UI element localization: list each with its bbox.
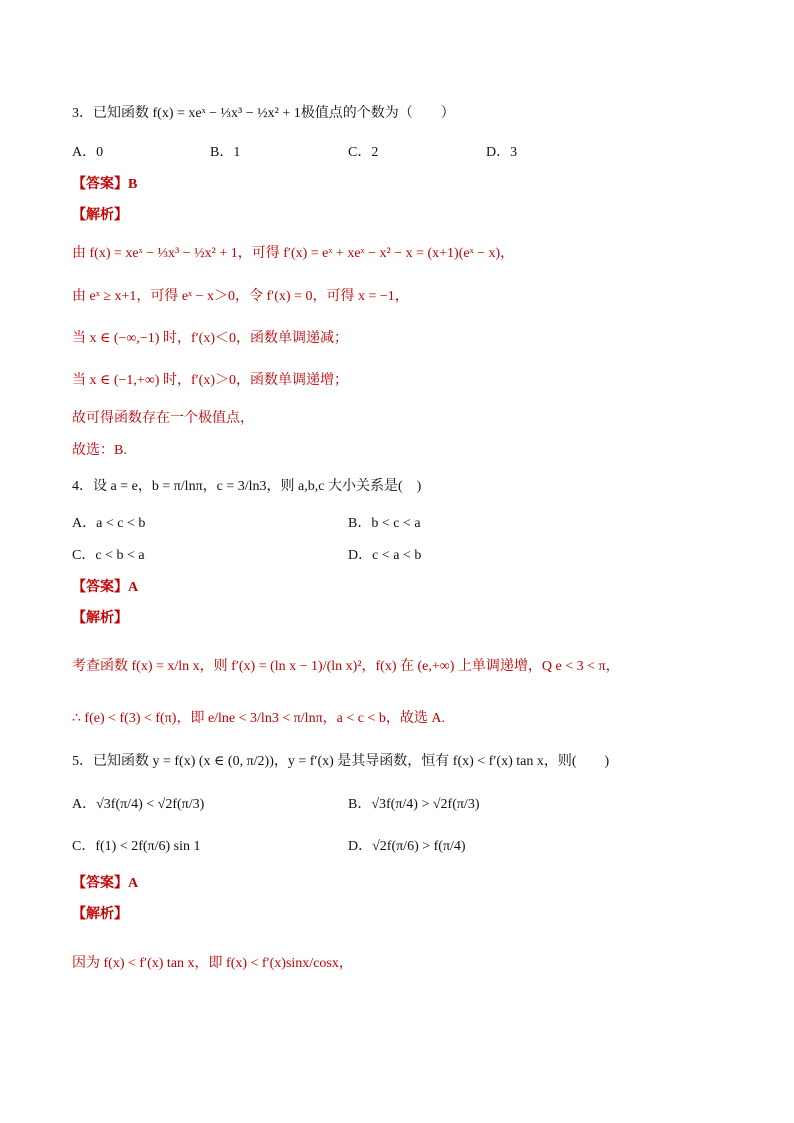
q3-option-a: A．0 bbox=[72, 145, 104, 160]
q4-option-c: C．c < b < a bbox=[72, 548, 145, 563]
q5-analysis-label: 【解析】 bbox=[72, 907, 128, 922]
q3-answer bbox=[72, 175, 137, 195]
q5-answer bbox=[72, 874, 138, 894]
q3-step-2: 由 eˣ ≥ x+1，可得 eˣ − x＞0，令 f′(x) = 0，可得 x = −1， bbox=[72, 289, 409, 304]
answer-label: 【答案】 bbox=[72, 876, 128, 891]
q5-step-1: 因为 f(x) < f′(x) tan x，即 f(x) < f′(x)sinx/cosx， bbox=[72, 956, 353, 971]
answer-label: 【答案】 bbox=[72, 580, 128, 595]
q3-step-5: 故可得函数存在一个极值点， bbox=[72, 411, 254, 426]
q3-analysis-label: 【解析】 bbox=[72, 208, 128, 223]
q3-option-d: D．3 bbox=[486, 145, 518, 160]
answer-value: B bbox=[128, 177, 138, 192]
q3-step-1: 由 f(x) = xeˣ − ⅓x³ − ½x² + 1，可得 f′(x) = eˣ + xeˣ − x² − x = (x+1)(eˣ − x)， bbox=[72, 246, 515, 261]
q4-step-2: ∴ f(e) < f(3) < f(π)，即 e/lne < 3/ln3 < π/lnπ，a < c < b，故选 A. bbox=[72, 711, 445, 726]
answer-value: A bbox=[128, 876, 139, 891]
q4-stem: 4．设 a = e，b = π/lnπ，c = 3/ln3，则 a,b,c 大小关系是( ) bbox=[72, 479, 422, 494]
q3-option-c: C．2 bbox=[348, 145, 379, 160]
q5-option-d: D．√2f(π/6) > f(π/4) bbox=[348, 839, 466, 854]
q5-option-c: C．f(1) < 2f(π/6) sin 1 bbox=[72, 839, 201, 854]
q4-step-1: 考查函数 f(x) = x/ln x，则 f′(x) = (ln x − 1)/(ln x)²，f(x) 在 (e,+∞) 上单调递增，Q e < 3 < π， bbox=[72, 659, 620, 674]
q4-option-b: B．b < c < a bbox=[348, 516, 421, 531]
q3-stem: 3．已知函数 f(x) = xeˣ − ⅓x³ − ½x² + 1极值点的个数为（ ） bbox=[72, 106, 455, 121]
answer-label: 【答案】 bbox=[72, 177, 128, 192]
q3-option-b: B．1 bbox=[210, 145, 241, 160]
q5-option-b: B．√3f(π/4) > √2f(π/3) bbox=[348, 797, 480, 812]
q3-step-4: 当 x ∈ (−1,+∞) 时，f′(x)＞0，函数单调递增； bbox=[72, 373, 349, 388]
q4-option-a: A．a < c < b bbox=[72, 516, 146, 531]
q5-option-a: A．√3f(π/4) < √2f(π/3) bbox=[72, 797, 205, 812]
q4-answer bbox=[72, 578, 138, 598]
answer-value: A bbox=[128, 580, 139, 595]
q4-analysis-label: 【解析】 bbox=[72, 611, 128, 626]
q4-option-d: D．c < a < b bbox=[348, 548, 422, 563]
q5-stem: 5．已知函数 y = f(x) (x ∈ (0, π/2))，y = f′(x) 是其导函数，恒有 f(x) < f′(x) tan x，则( ) bbox=[72, 754, 610, 769]
q3-step-3: 当 x ∈ (−∞,−1) 时，f′(x)＜0，函数单调递减； bbox=[72, 331, 349, 346]
q3-step-6: 故选：B. bbox=[72, 443, 127, 458]
